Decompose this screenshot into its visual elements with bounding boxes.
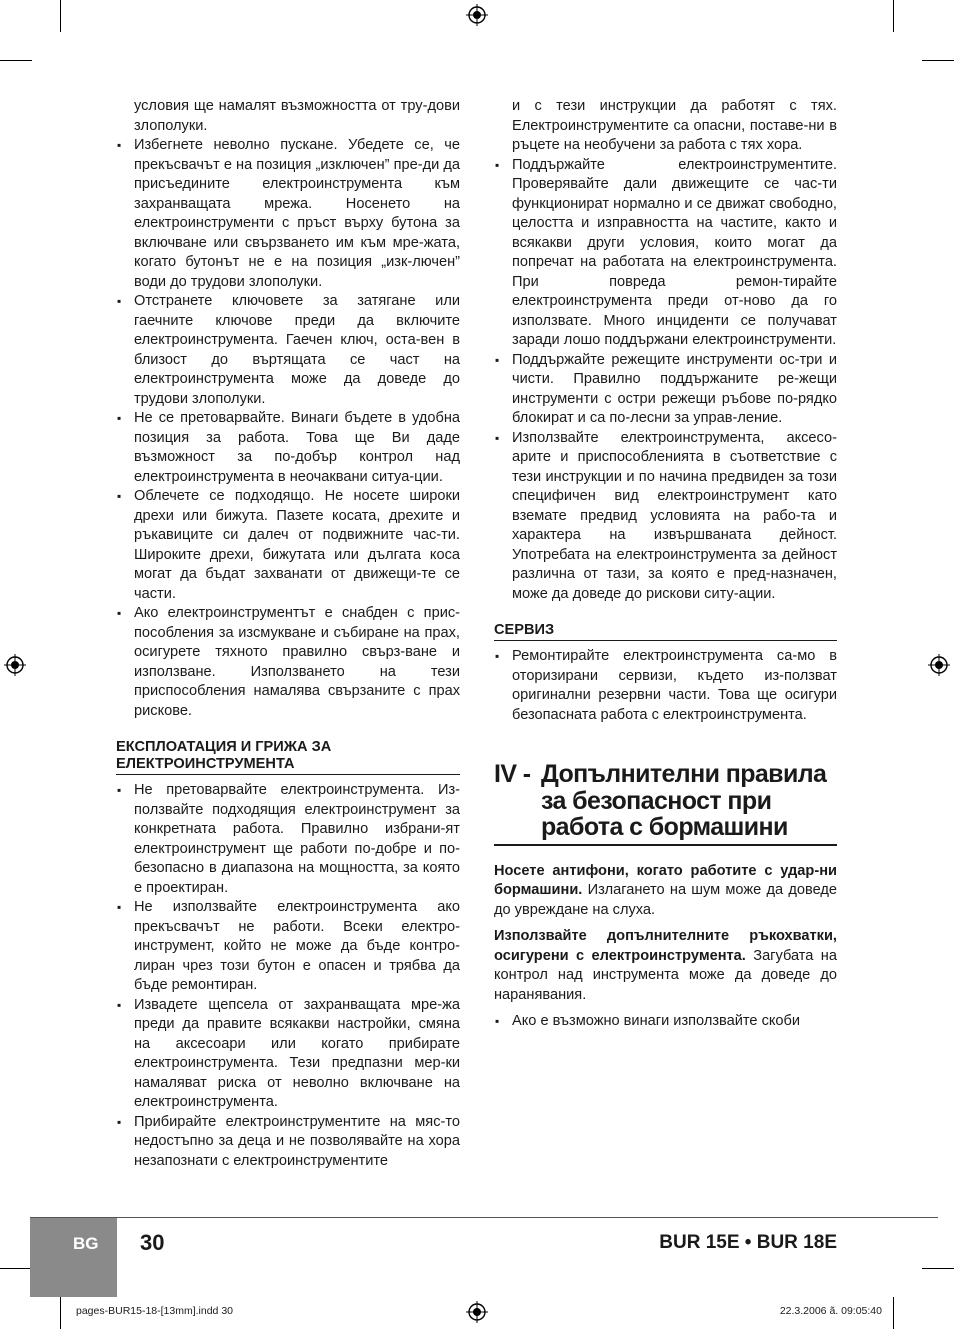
left-column [116, 97, 460, 1171]
crop-mark [0, 1268, 32, 1269]
paragraph-hearing: Носете антифони, когато работите с удар-ни бормашини. Излагането на шум може да доведе до увреждане на слуха. [494, 862, 837, 918]
list-item: ▪ Прибирайте електроинструментите на мяс-то недостъпно за деца и не позволявайте на хора незапознати с електроинструментите [117, 1113, 460, 1169]
list-item: ▪ Ако е възможно винаги използвайте скоби [495, 1013, 801, 1029]
language-tab [30, 1217, 117, 1297]
chapter-number: IV - [494, 760, 531, 788]
list-item: ▪ Извадете щепсела от захранващата мре-жа преди да правите всякакви настройки, смяна на аксесоари или когато прибирате електроинструмента. Тези предпазни мер-ки намаляват риска от неволно включване на електроинструмента. [117, 996, 460, 1110]
slug-file: pages-BUR15-18-[13mm].indd 30 [76, 1305, 233, 1317]
crop-mark [922, 1268, 954, 1269]
list-item: ▪ Не използвайте електроинструмента ако прекъсвачът не работи. Всеки електро-инструмент, който не може да бъде контро-лиран чрез този бутон е опасен и трябва да бъде ремонтиран. [117, 899, 460, 993]
list-item: ▪ Не се претоварвайте. Винаги бъдете в удобна позиция за работа. Това ще Ви даде възможност за по-добър контрол над електроинструмента в неочаквани ситуа-ции. [117, 410, 460, 485]
list-item: ▪ Използвайте електроинструмента, аксесо-арите и приспособленията в съответствие с тези инструкции и по начина предвиден за този специфичен вид електроинструмент като вземате предвид условията на рабо-та и характера на извършваната дейност. Употребата на електроинструмента за дейност различна от тази, за която е пред-назначен, може да доведе до рискови ситу-ации. [495, 429, 837, 602]
bullet-list [116, 781, 460, 1171]
crop-mark [60, 1297, 61, 1329]
bullet-list [494, 647, 837, 725]
list-item: ▪ Облечете се подходящо. Не носете широки дрехи или бижута. Пазете косата, дрехите и ръкавиците си далеч от подвижните час-ти. Широките дрехи, бижутата или дългата коса могат да бъдат захванати от движещи-те се части. [117, 488, 460, 602]
bullet-list [116, 136, 460, 721]
right-column [494, 97, 837, 1032]
crop-mark [60, 0, 61, 32]
paragraph-handles: Използвайте допълнителните ръкохватки, осигурени с електроинструмента. Загубата на контрол над инструмента може да доведе до наранявания. [494, 928, 837, 1003]
list-item: ▪ Ремонтирайте електроинструмента са-мо в оторизирани сервизи, където из-ползват оригинални резервни части. Това ще осигури безопасната работа с електроинструмента. [495, 648, 837, 723]
registration-mark-icon [466, 4, 488, 26]
section-heading-service: СЕРВИЗ [494, 622, 837, 641]
footer-rule [30, 1217, 938, 1218]
list-item: ▪ Избегнете неволно пускане. Убедете се, че прекъсвачът е на позиция „изключен” пре-ди да присъедините електроинструмента към захранващата мрежа. Носенето на електроинструменти с пръст върху бутона за включване или свързването им към мре-жата, когато бутонът не е на позиция „изк-лючен” води до трудови злополуки. [117, 137, 460, 290]
list-item: ▪ Поддържайте режещите инструменти ос-три и чисти. Правилно поддържаните ре-жещи инструменти с остри режещи ръбове по-рядко блокират и са по-лесни за управ-ление. [495, 351, 837, 426]
registration-mark-icon [928, 654, 950, 676]
section-heading-operation: ЕКСПЛОАТАЦИЯ И ГРИЖА ЗА ЕЛЕКТРОИНСТРУМЕНТА [116, 739, 460, 775]
intro-continuation: условия ще намалят възможността от тру-дови злополуки. [134, 98, 460, 134]
chapter-title [494, 761, 837, 846]
chapter-title-text: Допълнителни правила за безопасност при работа с бормашини [541, 760, 827, 841]
crop-mark [893, 0, 894, 32]
crop-mark [0, 60, 32, 61]
crop-mark [922, 60, 954, 61]
list-item: ▪ Ако електроинструментът е снабден с прис-пособления за изсмукване и събиране на прах, осигурете тяхното правилно свърз-ване и използване. Използването на тези приспособления намалява свързаните с прах рискове. [117, 605, 460, 719]
continuation-text: и с тези инструкции да работят с тях. Електроинструментите са опасни, поставе-ни в ръцете на необучени за работа с тях хора. [512, 98, 837, 153]
registration-mark-icon [466, 1301, 488, 1323]
language-label: BG [73, 1234, 99, 1253]
registration-mark-icon [4, 654, 26, 676]
list-item: ▪ Поддържайте електроинструментите. Проверявайте дали движещите се час-ти функционират нормално и се движат свободно, целостта и изправността на частите, както и всякакви други условия, които могат да попречат на работата на електроинструмента. При повреда ремон-тирайте електроинструмента преди от-ново да го използвате. Много инциденти се получават заради лошо поддържани електроинструменти. [495, 156, 837, 348]
crop-mark [893, 1297, 894, 1329]
model-name: BUR 15E • BUR 18E [659, 1232, 837, 1253]
page-number: 30 [140, 1230, 165, 1255]
slug-date: 22.3.2006 ã. 09:05:40 [779, 1305, 882, 1317]
list-item: ▪ Отстранете ключовете за затягане или гаечните ключове преди да включите електроинструмента. Гаечен ключ, оста-вен в близост до въртящата се част на електроинструмента може да доведе до трудови злополуки. [117, 293, 460, 407]
list-item: ▪ Не претоварвайте електроинструмента. Из-ползвайте подходящия електроинструмент за конкретната работа. Правилно избрани-ят електроинструмент ще работи по-добре и по-безопасно в диапазона на мощността, за която е проектиран. [117, 782, 460, 896]
bullet-list [494, 156, 837, 605]
